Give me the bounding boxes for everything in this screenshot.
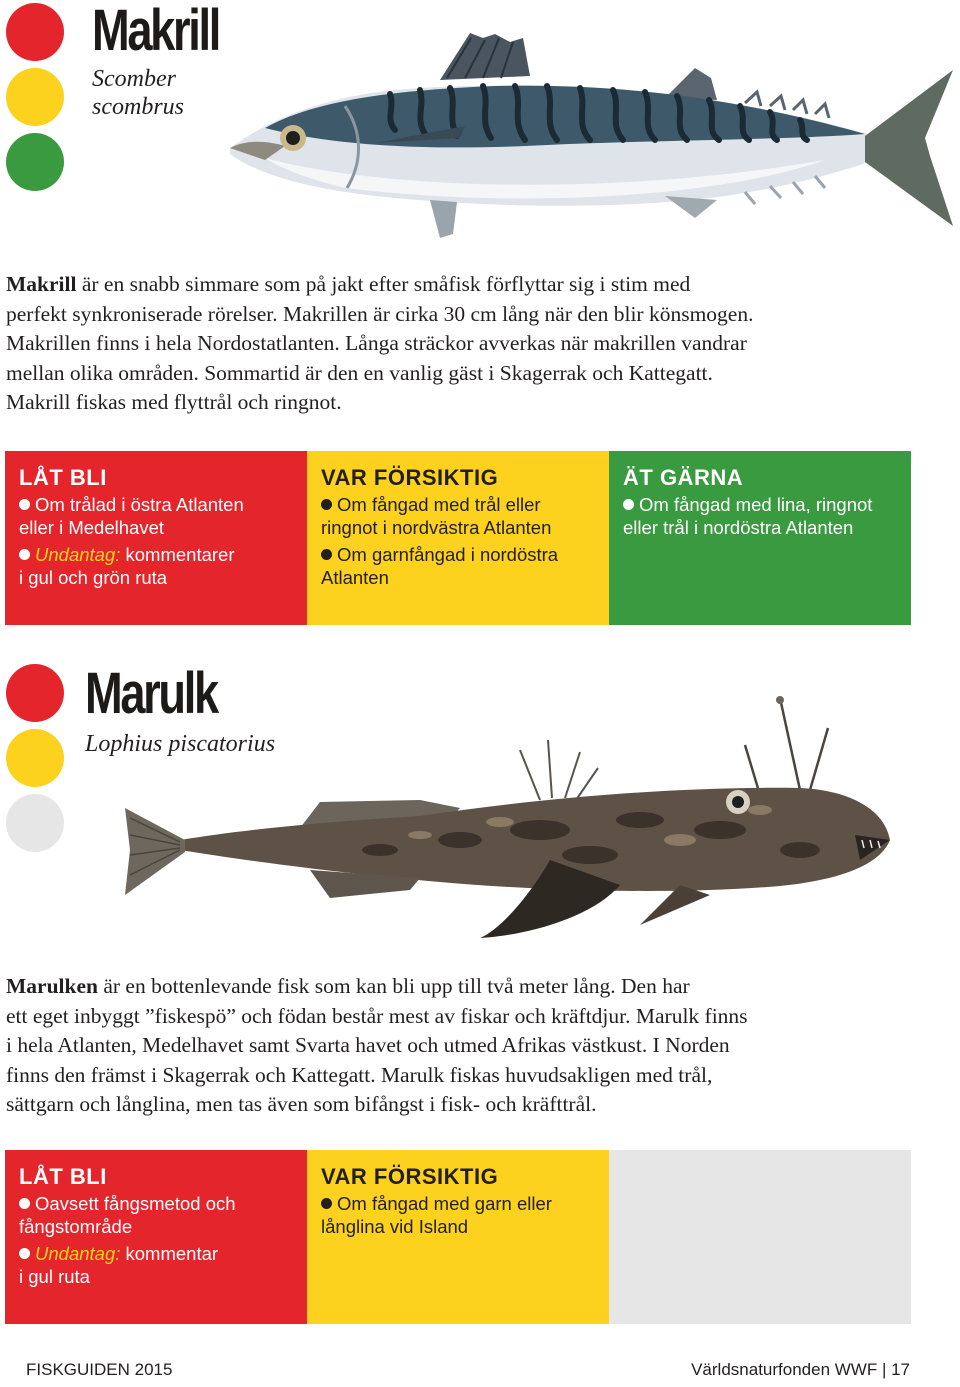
box-heading: ÄT GÄRNA bbox=[623, 465, 744, 490]
box-item: Undantag: kommentarer i gul och grön ruta bbox=[19, 544, 235, 588]
bullet-icon bbox=[19, 1248, 30, 1259]
box-item: Om garnfångad i nordöstra Atlanten bbox=[321, 544, 559, 588]
bullet-icon bbox=[19, 549, 30, 560]
footer-page-number: Världsnaturfonden WWF | 17 bbox=[691, 1360, 910, 1379]
box-item: Undantag: kommentar i gul ruta bbox=[19, 1243, 219, 1287]
rating-dot-yellow bbox=[6, 729, 64, 787]
monkfish-illustration bbox=[120, 690, 910, 950]
bullet-icon bbox=[321, 549, 332, 560]
box-item: Om fångad med lina, ringnot eller trål i nordöstra Atlanten bbox=[623, 494, 873, 538]
bullet-icon bbox=[19, 499, 30, 510]
description-marulk: Marulken är en bottenlevande fisk som kan bli upp till två meter lång. Den har ett eget inbyggt ”fiskespö” och födan består mest av fiskar och kräftdjur. Marulk finns i hela Atlanten, Medelhavet samt Svarta havet och utmed Afrikas västkust. I Norden finns den främst i Skagerrak och Kattegatt. Marulk fiskas huvudsakligen med trål, sättgarn och långlina, men tas även som bifångst i fisk- och kräfttrål. bbox=[6, 974, 748, 1116]
rating-box-var-forsiktig bbox=[307, 451, 609, 625]
description-makrill: Makrill är en snabb simmare som på jakt efter småfisk förflyttar sig i stim med perfekt synkroniserade rörelser. Makrillen är cirka 30 cm lång när den blir könsmogen. Makrillen finns i hela Nordostatlanten. Långa sträckor avverkas när makrillen vandrar mellan olika områden. Sommartid är den en vanlig gäst i Skagerrak och Kattegatt. Makrill fiskas med flyttrål och ringnot. bbox=[6, 272, 754, 414]
box-item: Om fångad med garn eller långlina vid Island bbox=[321, 1193, 552, 1237]
rating-dot-yellow bbox=[6, 68, 64, 126]
rating-box-empty bbox=[609, 1150, 911, 1324]
rating-box-at-garna bbox=[609, 451, 911, 625]
bullet-icon bbox=[321, 499, 332, 510]
rating-box-var-forsiktig bbox=[307, 1150, 609, 1324]
rating-box-lat-bli bbox=[5, 451, 307, 625]
box-heading: LÅT BLI bbox=[19, 1164, 107, 1189]
box-item: Om fångad med trål eller ringnot i nordvästra Atlanten bbox=[321, 494, 552, 538]
rating-dot-red bbox=[6, 3, 64, 61]
footer-publication: FISKGUIDEN 2015 bbox=[26, 1360, 173, 1379]
bullet-icon bbox=[19, 1198, 30, 1209]
box-item: Om trålad i östra Atlanten eller i Medelhavet bbox=[19, 494, 244, 538]
box-heading: LÅT BLI bbox=[19, 465, 107, 490]
latin-name-makrill: Scomber scombrus bbox=[92, 66, 185, 120]
species-title-marulk: Marulk bbox=[85, 661, 217, 726]
rating-dot-grey bbox=[6, 794, 64, 852]
box-heading: VAR FÖRSIKTIG bbox=[321, 1164, 499, 1189]
box-item: Oavsett fångsmetod och fångstområde bbox=[19, 1193, 236, 1237]
bullet-icon bbox=[321, 1198, 332, 1209]
latin-name-marulk: Lophius piscatorius bbox=[85, 731, 276, 757]
rating-dot-green bbox=[6, 133, 64, 191]
box-heading: VAR FÖRSIKTIG bbox=[321, 465, 499, 490]
rating-box-lat-bli bbox=[5, 1150, 307, 1324]
mackerel-illustration bbox=[225, 28, 955, 253]
rating-dot-red bbox=[6, 664, 64, 722]
bullet-icon bbox=[623, 499, 634, 510]
species-title-makrill: Makrill bbox=[92, 0, 219, 63]
